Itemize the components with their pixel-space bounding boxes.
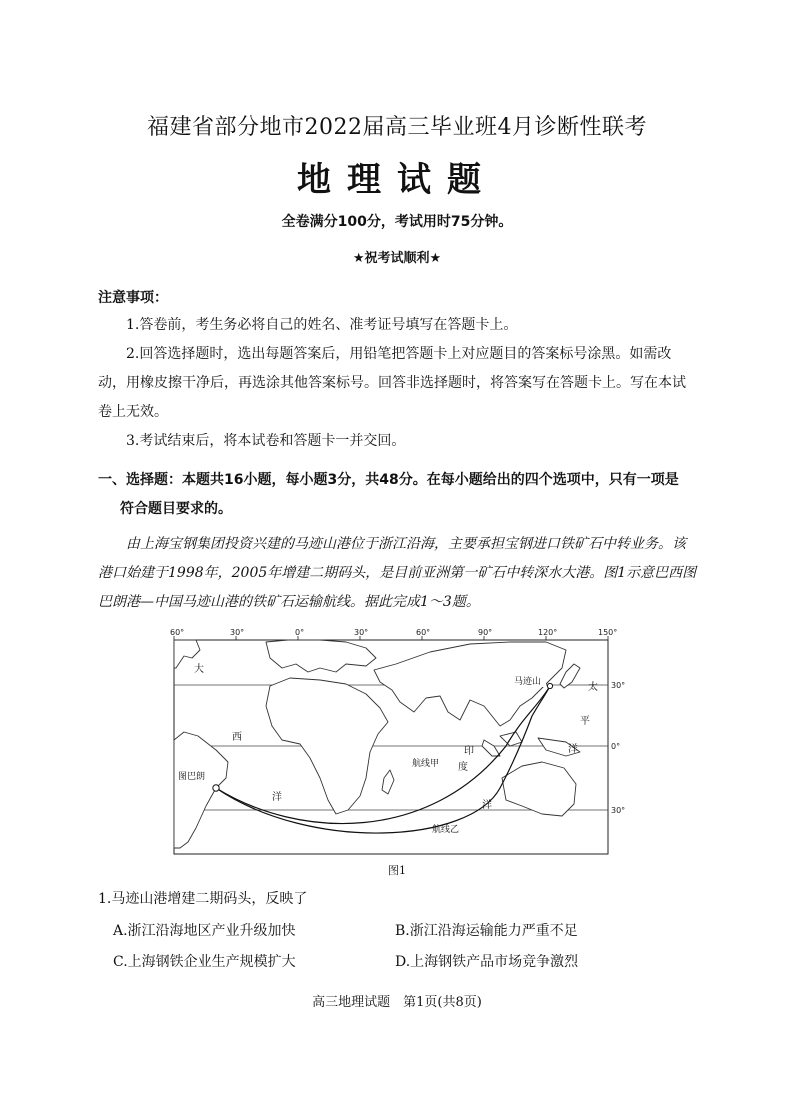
notice-title: 注意事项： (98, 290, 168, 306)
ocean-label-indian-3: 洋 (482, 800, 492, 811)
map-svg (170, 628, 630, 858)
lon-label-150e: 150° (598, 628, 618, 637)
page-footer: 高三地理试题 第1页(共8页) (312, 995, 482, 1010)
question-1-option-b: B.浙江沿海运输能力严重不足 (395, 923, 578, 939)
notice-item-1: 1.答卷前，考生务必将自己的姓名、准考证号填写在答题卡上。 (126, 317, 518, 333)
ocean-label-pacific-1: 太 (588, 682, 598, 693)
lon-label-120e: 120° (538, 628, 558, 637)
ocean-label-pacific-3: 洋 (568, 744, 578, 755)
ocean-label-pacific-2: 平 (580, 716, 590, 727)
ocean-label-indian-2: 度 (458, 762, 468, 773)
lat-label-0: 0° (611, 742, 621, 751)
lat-label-30n: 30° (611, 681, 626, 690)
reading-passage: 由上海宝钢集团投资兴建的马迹山港位于浙江沿海，主要承担宝钢进口铁矿石中转业务。该港口始建于1998年，2005年增建二期码头，是目前亚洲第一矿石中转深水大港。图1示意巴西图巴朗港—中国马迹山港的铁矿石运输航线。据此完成1～3题。 (98, 536, 697, 610)
ocean-label-indian-1: 印 (464, 746, 474, 757)
tubarao-port-marker (213, 785, 219, 791)
figure-caption: 图1 (388, 864, 406, 877)
route-b-label: 航线乙 (432, 825, 460, 835)
majishan-label: 马迹山 (514, 677, 542, 687)
section-heading (98, 466, 698, 524)
exam-title: 福建省部分地市2022届高三毕业班4月诊断性联考 (147, 115, 647, 140)
exam-info: 全卷满分100分，考试用时75分钟。 (281, 214, 513, 230)
question-1-option-d: D.上海钢铁产品市场竞争激烈 (395, 954, 579, 970)
section-heading-line1: 一、选择题：本题共16小题，每小题3分，共48分。在每小题给出的四个选项中，只有一项是 (98, 472, 679, 488)
notice-item-2: 2.回答选择题时，选出每题答案后，用铅笔把答题卡上对应题目的答案标号涂黑。如需改动，用橡皮擦干净后，再选涂其他答案标号。回答非选择题时，将答案写在答题卡上。写在本试卷上无效。 (98, 346, 686, 420)
lon-label-90e: 90° (478, 628, 493, 637)
tubarao-label: 图巴朗 (178, 772, 206, 782)
notice-item-3: 3.考试结束后，将本试卷和答题卡一并交回。 (126, 433, 406, 449)
ocean-label-atlantic-3: 洋 (272, 792, 282, 803)
question-1-stem: 1.马迹山港增建二期码头，反映了 (98, 891, 308, 907)
question-1-option-a: A.浙江沿海地区产业升级加快 (113, 923, 296, 939)
ocean-label-atlantic-1: 大 (194, 664, 204, 675)
lon-label-60e: 60° (416, 628, 431, 637)
shipping-route-map (170, 628, 630, 858)
route-a-label: 航线甲 (412, 759, 440, 769)
lon-label-30e: 30° (354, 628, 369, 637)
subject-title: 地理试题 (297, 160, 497, 200)
blessing-line: ★祝考试顺利★ (352, 251, 442, 266)
ocean-label-atlantic-2: 西 (232, 732, 242, 743)
question-1-option-c: C.上海钢铁企业生产规模扩大 (113, 954, 296, 970)
lon-label-0: 0° (295, 628, 305, 637)
lon-label-30w: 30° (230, 628, 245, 637)
lon-label-60w: 60° (170, 628, 185, 637)
lat-label-30s: 30° (611, 806, 626, 815)
section-heading-line2: 符合题目要求的。 (120, 501, 232, 517)
majishan-port-marker (547, 683, 552, 688)
